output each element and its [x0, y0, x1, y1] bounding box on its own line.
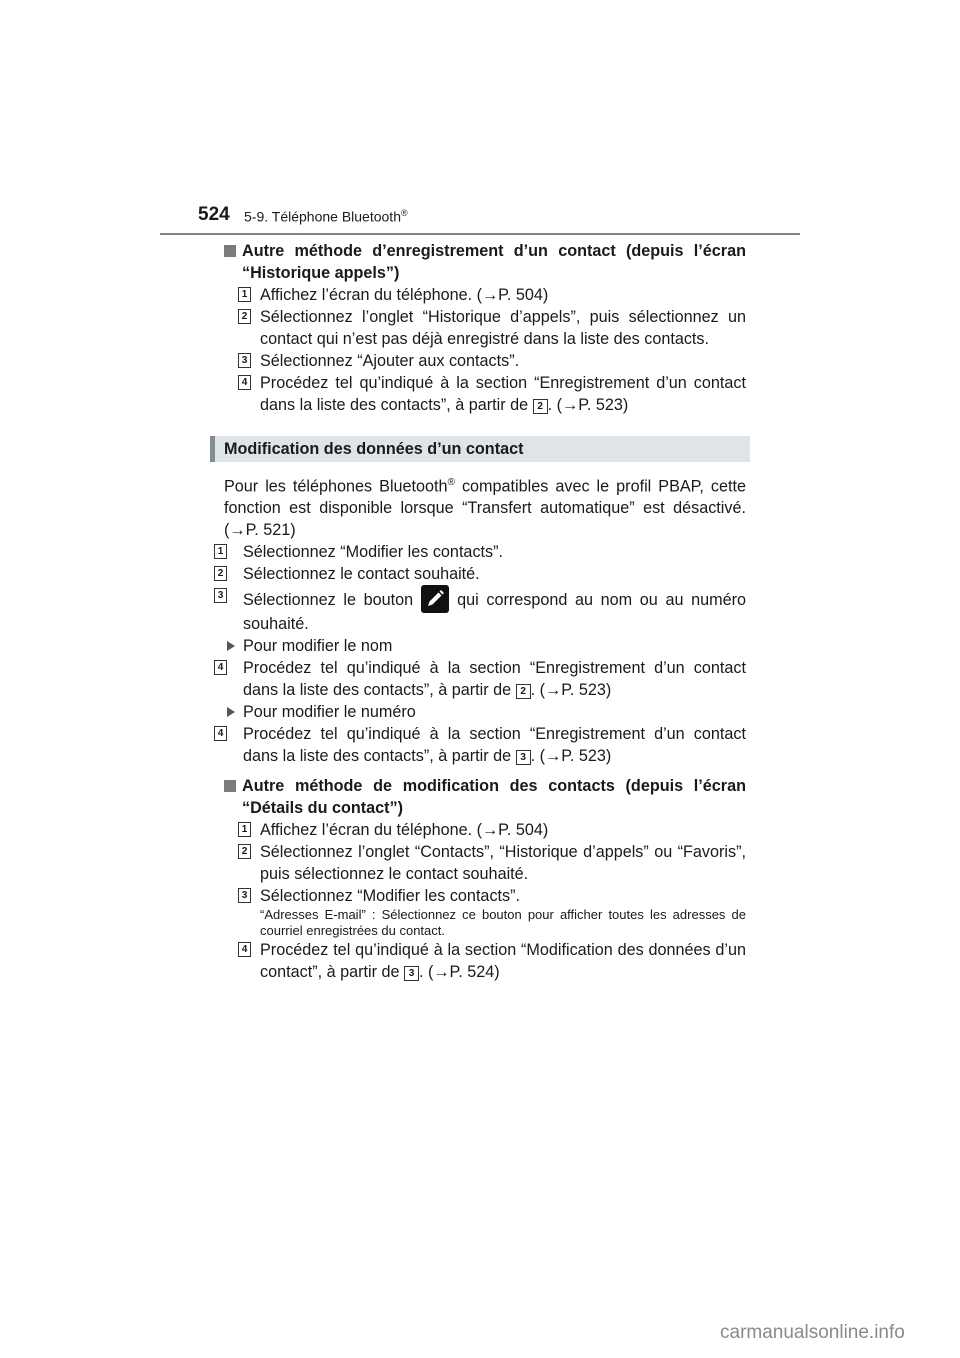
step-number-badge: 4 — [238, 375, 251, 390]
step-reference-badge: 2 — [516, 684, 531, 699]
step-3: 3 Sélectionnez le bouton qui correspond au nom ou au numéro souhaité. — [224, 585, 746, 635]
section-title: 5-9. Téléphone Bluetooth® — [244, 208, 408, 225]
step-number-badge: 1 — [238, 287, 251, 302]
step-2: 2 Sélectionnez l’onglet “Historique d’appels”, puis sélectionnez un contact qui n’est pas déjà enregistré dans la liste des contacts. — [224, 306, 746, 350]
step-reference-badge: 3 — [516, 750, 531, 765]
triangle-bullet-icon — [227, 641, 235, 651]
step-3: 3 Sélectionnez “Modifier les contacts”. — [224, 885, 746, 907]
step-1: 1 Sélectionnez “Modifier les contacts”. — [224, 541, 746, 563]
step-number-badge: 2 — [214, 566, 227, 581]
step-number-badge: 3 — [238, 353, 251, 368]
subheading-details-contact: Autre méthode de modification des contacts (depuis l’écran “Détails du contact”) — [224, 775, 746, 819]
square-bullet-icon — [224, 780, 236, 792]
watermark: carmanualsonline.info — [720, 1322, 905, 1343]
triangle-bullet-icon — [227, 707, 235, 717]
section-heading-modification: Modification des données d’un contact — [210, 436, 750, 462]
square-bullet-icon — [224, 245, 236, 257]
step-reference-badge: 3 — [404, 966, 419, 981]
step-4: 4 Procédez tel qu’indiqué à la section “Enregistrement d’un contact dans la liste des contacts”, à partir de 2 . (→P. 523) — [224, 657, 746, 701]
step-4: 4 Procédez tel qu’indiqué à la section “Enregistrement d’un contact dans la liste des contacts”, à partir de 2 . (→P. 523) — [224, 372, 746, 416]
section-intro: Pour les téléphones Bluetooth® compatibles avec le profil PBAP, cette fonction est disponible lorsque “Transfert automatique” est désactivé. (→P. 521) — [224, 477, 746, 540]
step-1: 1 Affichez l’écran du téléphone. (→P. 504) — [224, 819, 746, 841]
note-adresses-email: “Adresses E-mail” : Sélectionnez ce bouton pour afficher toutes les adresses de courriel enregistrées du contact. — [260, 907, 746, 939]
case-modify-number: Pour modifier le numéro — [224, 701, 746, 723]
step-1: 1 Affichez l’écran du téléphone. (→P. 504) — [224, 284, 746, 306]
step-3: 3 Sélectionnez “Ajouter aux contacts”. — [224, 350, 746, 372]
step-number-badge: 2 — [238, 309, 251, 324]
step-2: 2 Sélectionnez l’onglet “Contacts”, “Historique d’appels” ou “Favoris”, puis sélectionnez le contact souhaité. — [224, 841, 746, 885]
header-divider — [160, 233, 800, 235]
step-number-badge: 4 — [214, 726, 227, 741]
case-modify-name: Pour modifier le nom — [224, 635, 746, 657]
step-number-badge: 3 — [238, 888, 251, 903]
step-reference-badge: 2 — [533, 399, 548, 414]
step-4: 4 Procédez tel qu’indiqué à la section “Modification des données d’un contact”, à partir de 3 . (→P. 524) — [224, 939, 746, 983]
step-4: 4 Procédez tel qu’indiqué à la section “Enregistrement d’un contact dans la liste des contacts”, à partir de 3 . (→P. 523) — [224, 723, 746, 767]
page-number: 524 — [198, 204, 230, 225]
step-number-badge: 4 — [238, 942, 251, 957]
step-number-badge: 3 — [214, 588, 227, 603]
subheading-historique: Autre méthode d’enregistrement d’un contact (depuis l’écran “Historique appels”) — [224, 240, 746, 284]
step-number-badge: 1 — [214, 544, 227, 559]
step-number-badge: 4 — [214, 660, 227, 675]
step-number-badge: 1 — [238, 822, 251, 837]
step-2: 2 Sélectionnez le contact souhaité. — [224, 563, 746, 585]
step-number-badge: 2 — [238, 844, 251, 859]
page-content — [217, 240, 746, 983]
pencil-edit-icon — [421, 585, 449, 613]
